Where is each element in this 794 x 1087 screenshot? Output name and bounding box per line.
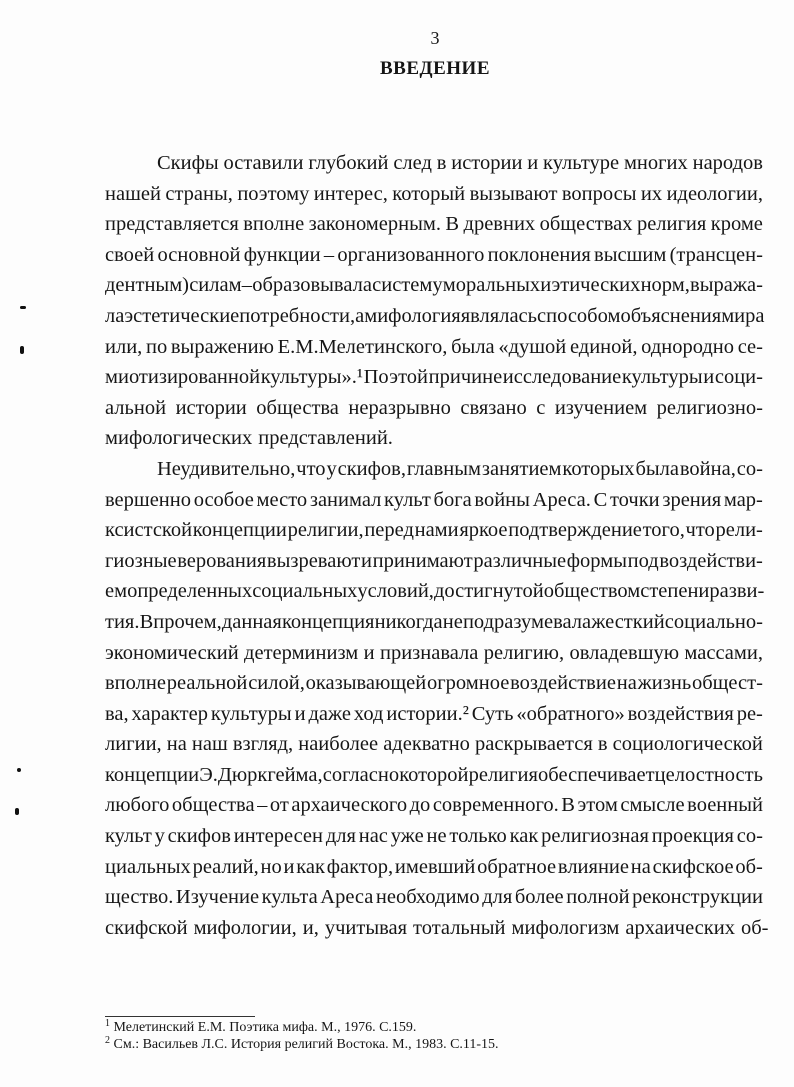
word: и	[360, 549, 372, 572]
word: с	[536, 396, 546, 419]
word: не	[442, 610, 463, 633]
word: как	[509, 825, 539, 848]
word: организованного	[337, 243, 485, 266]
word: нашей	[105, 182, 161, 205]
word: являлась	[460, 304, 537, 327]
word: ва,	[105, 702, 129, 725]
word: культуры».¹	[260, 366, 364, 389]
word: представляется	[105, 213, 239, 236]
word: вершенно	[105, 488, 191, 511]
word: и,	[302, 916, 319, 939]
word: более	[514, 886, 564, 909]
word: вполне	[105, 672, 166, 695]
word: реальной	[166, 672, 248, 695]
word: оказывающей	[305, 672, 427, 695]
word: выражению	[170, 335, 274, 358]
scan-speck-mark	[17, 768, 21, 772]
word: изучением	[554, 396, 648, 419]
word: причине	[428, 366, 503, 389]
word: общества	[256, 396, 339, 419]
scan-speck-mark	[15, 808, 19, 815]
word: занимал	[309, 488, 382, 511]
word: об-	[740, 916, 769, 939]
word: ем	[105, 580, 128, 603]
word: уже	[390, 825, 424, 848]
word: влияние	[557, 855, 630, 878]
word: тия.	[105, 610, 140, 633]
word: истории	[175, 396, 247, 419]
word: и	[540, 274, 552, 297]
word: в	[436, 152, 447, 174]
word: По	[363, 366, 389, 389]
word: имевший	[394, 855, 476, 878]
word: неразрывно	[348, 396, 451, 419]
word: скифское	[652, 855, 734, 878]
word: глубокий	[308, 152, 389, 174]
word: миотизированной	[105, 366, 261, 389]
word: оставили	[223, 152, 304, 174]
word: рели-	[715, 519, 763, 542]
word: главным	[406, 457, 481, 480]
text-line	[105, 393, 763, 424]
text-line	[105, 515, 763, 546]
word: на	[630, 855, 651, 878]
word: циальных	[105, 855, 191, 878]
word: ла	[105, 304, 125, 327]
word: дентным)	[105, 274, 190, 297]
word: занятием	[481, 457, 562, 480]
word: основной	[157, 243, 241, 266]
word: вполне	[243, 213, 305, 236]
word: верования	[177, 549, 267, 572]
footnote	[105, 1019, 765, 1036]
word: яркое	[459, 519, 508, 542]
word: мифологии,	[193, 916, 297, 939]
word: была	[635, 457, 679, 480]
word: этой	[389, 366, 429, 389]
text-line	[105, 485, 763, 516]
text-line	[105, 699, 763, 730]
word: мира	[721, 304, 765, 327]
word: силам	[189, 274, 242, 297]
word: место	[256, 488, 308, 511]
word: социально-	[664, 610, 763, 633]
word: обеспечивает	[538, 763, 655, 786]
word: закономерным.	[308, 213, 441, 236]
word: того,	[642, 519, 685, 542]
word: степени	[640, 580, 710, 603]
word: воздействие	[510, 672, 616, 695]
footnote	[105, 1036, 765, 1053]
word: Неудивительно,	[157, 457, 296, 480]
word: взгляд,	[232, 733, 294, 756]
word: была	[451, 335, 495, 358]
word: социальных	[252, 580, 358, 603]
word: объяснения	[620, 304, 722, 327]
word: В	[561, 794, 575, 817]
word: народов	[692, 152, 763, 174]
word: а	[355, 304, 365, 327]
word: функции	[243, 243, 321, 266]
word: –	[257, 794, 268, 817]
text-line	[105, 546, 763, 577]
text-line	[105, 423, 763, 454]
word: до	[409, 794, 431, 817]
word: образовывала	[252, 274, 372, 297]
word: страны,	[165, 182, 233, 205]
word: Ареса	[320, 886, 374, 909]
word: наиболее	[298, 733, 379, 756]
word: В	[445, 213, 460, 236]
word: этом	[577, 794, 618, 817]
word: потребности,	[239, 304, 356, 327]
word: «обратного»	[516, 702, 625, 725]
word: концепция	[281, 610, 375, 633]
word: силой,	[248, 672, 305, 695]
scan-speck-mark	[20, 346, 24, 354]
word: Впрочем,	[139, 610, 222, 633]
word: зрения	[662, 488, 722, 511]
word: определенных	[127, 580, 253, 603]
text-line	[105, 454, 763, 485]
word: этических	[551, 274, 641, 297]
word: мифология	[364, 304, 461, 327]
word: социологической	[612, 733, 763, 756]
word: –	[323, 243, 335, 266]
word: особое	[193, 488, 254, 511]
word: связано	[460, 396, 527, 419]
word: древних	[463, 213, 536, 236]
word: Суть	[471, 702, 514, 725]
word: проекция	[651, 825, 734, 848]
word: условий,	[357, 580, 434, 603]
word: бога	[433, 488, 472, 511]
word: религию,	[483, 641, 565, 664]
word: военный	[687, 794, 763, 817]
word: поэтому	[237, 182, 310, 205]
word: характер	[131, 702, 208, 725]
word: мар-	[723, 488, 763, 511]
word: жесткий	[591, 610, 665, 633]
word: различные	[473, 549, 567, 572]
word: по	[145, 335, 168, 358]
word: на	[166, 733, 187, 756]
text-line	[105, 790, 763, 821]
word: подтверждение	[508, 519, 642, 542]
word: как	[296, 855, 325, 878]
word: никогда	[374, 610, 443, 633]
text-line	[105, 240, 763, 271]
word: современного.	[432, 794, 559, 817]
word: культуры	[621, 366, 703, 389]
word: гиозные	[105, 549, 177, 572]
word: формы	[566, 549, 627, 572]
word: которых	[562, 457, 635, 480]
word: Скифы	[157, 152, 219, 174]
word: альной	[105, 396, 167, 419]
word: согласно	[322, 763, 400, 786]
word: для	[482, 886, 513, 909]
word: скифов	[167, 825, 231, 848]
word: детерминизм	[244, 641, 359, 664]
word: поклонения	[487, 243, 591, 266]
text-line	[105, 301, 763, 332]
word: религия	[636, 213, 707, 236]
footnotes	[105, 1019, 765, 1053]
word: у	[326, 457, 337, 480]
text-line	[105, 270, 763, 301]
word: истории	[451, 152, 523, 174]
text-line	[105, 576, 763, 607]
word: ход	[353, 702, 384, 725]
body-text	[105, 148, 769, 943]
word: у	[154, 825, 165, 848]
word: ксистской	[105, 519, 193, 542]
text-line	[105, 913, 769, 944]
word: культ	[384, 488, 431, 511]
scan-speck-mark	[20, 306, 26, 309]
word: война,	[679, 457, 736, 480]
word: со-	[736, 457, 763, 480]
footnote-divider	[105, 1016, 255, 1017]
word: общества	[171, 794, 255, 817]
word: (трансцен-	[669, 243, 763, 266]
word: мифологических	[105, 427, 253, 450]
word: –	[241, 274, 253, 297]
text-line	[105, 729, 763, 760]
word: и	[294, 702, 306, 725]
word: полной	[566, 886, 630, 909]
word: массами,	[684, 641, 763, 664]
text-line	[105, 760, 763, 791]
word: моральных	[442, 274, 541, 297]
word: щество.	[105, 886, 174, 909]
word: но	[260, 855, 282, 878]
word: фактор,	[326, 855, 394, 878]
word: Изучение	[175, 886, 260, 909]
word: смысле	[620, 794, 685, 817]
word: Ареса.	[532, 488, 591, 511]
word: даже	[308, 702, 351, 725]
word: под	[627, 549, 659, 572]
word: от	[269, 794, 289, 817]
word: однородно	[641, 335, 735, 358]
word: тотальный	[413, 916, 506, 939]
text-line	[105, 209, 763, 240]
word: мифологизм	[511, 916, 620, 939]
word: раскрывается	[475, 733, 593, 756]
word: об-	[735, 855, 763, 878]
word: норм,	[640, 274, 690, 297]
word: в	[597, 733, 608, 756]
word: и	[527, 152, 539, 174]
word: архаических	[625, 916, 735, 939]
word: лигии,	[105, 733, 162, 756]
word: С	[593, 488, 608, 511]
word: наш	[191, 733, 228, 756]
word: многих	[623, 152, 688, 174]
word: религиозно-	[656, 396, 763, 419]
word: представлений.	[258, 427, 393, 450]
text-line	[105, 332, 763, 363]
page-number: 3	[430, 28, 440, 48]
word: кроме	[710, 213, 763, 236]
word: культа	[261, 886, 318, 909]
word: войны	[474, 488, 530, 511]
word: точки	[609, 488, 660, 511]
word: идеологии,	[666, 182, 763, 205]
word: принимают	[372, 549, 473, 572]
text-line	[105, 148, 763, 179]
word: перед	[364, 519, 414, 542]
word: нами	[414, 519, 459, 542]
word: соци-	[714, 366, 763, 389]
word: исследование	[502, 366, 622, 389]
word: выража-	[690, 274, 763, 297]
section-title: ВВЕДЕНИЕ	[380, 58, 490, 79]
word: «душой	[498, 335, 567, 358]
word: вызывают	[469, 182, 558, 205]
footnote-text: См.: Васильев Л.С. История религий Востока. М., 1983. С.11-15.	[113, 1037, 499, 1052]
word: со-	[736, 825, 763, 848]
word: реконструкции	[632, 886, 763, 909]
word: и	[703, 366, 715, 389]
text-line	[105, 882, 763, 913]
word: своей	[105, 243, 155, 266]
word: религиозная	[541, 825, 649, 848]
footnote-marker: 1	[105, 1018, 110, 1029]
text-line	[105, 362, 763, 393]
word: адекватно	[383, 733, 470, 756]
word: любого	[105, 794, 170, 817]
word: культ	[105, 825, 152, 848]
word: воздействи-	[659, 549, 763, 572]
word: огромное	[427, 672, 510, 695]
word: религия	[468, 763, 538, 786]
word: нас	[358, 825, 388, 848]
word: архаического	[291, 794, 408, 817]
word: жизнь	[637, 672, 692, 695]
word: способом	[537, 304, 621, 327]
word: учитывая	[324, 916, 408, 939]
word: реалий,	[192, 855, 259, 878]
word: признавала	[379, 641, 479, 664]
word: се-	[737, 335, 763, 358]
word: экономический	[105, 641, 239, 664]
word: на	[616, 672, 637, 695]
word: достигнутой	[433, 580, 544, 603]
word: который	[392, 182, 466, 205]
text-line	[105, 821, 763, 852]
word: что	[296, 457, 326, 480]
word: и	[283, 855, 295, 878]
word: скифов,	[337, 457, 406, 480]
footnote-text: Мелетинский Е.М. Поэтика мифа. М., 1976. С.159.	[113, 1020, 417, 1035]
word: обратное	[477, 855, 557, 878]
word: Е.М.Мелетинского,	[277, 335, 448, 358]
word: разви-	[709, 580, 765, 603]
text-line	[105, 607, 763, 638]
word: скифской	[105, 916, 188, 939]
text-line	[105, 852, 763, 883]
word: единой,	[569, 335, 638, 358]
word: общест-	[691, 672, 763, 695]
word: необходимо	[375, 886, 480, 909]
word: данная	[221, 610, 282, 633]
text-line	[105, 668, 763, 699]
word: обществом	[543, 580, 641, 603]
word: след	[393, 152, 432, 174]
word: их	[640, 182, 663, 205]
word: религии,	[287, 519, 364, 542]
footnote-marker: 2	[105, 1035, 110, 1046]
word: или,	[105, 335, 143, 358]
text-line	[105, 179, 763, 210]
word: не	[426, 825, 447, 848]
word: овладевшую	[569, 641, 680, 664]
text-line	[105, 638, 763, 669]
word: для	[325, 825, 356, 848]
word: Э.Дюркгейма,	[199, 763, 323, 786]
word: высшим	[594, 243, 667, 266]
word: и	[363, 641, 375, 664]
word: культуры	[210, 702, 292, 725]
word: концепции	[192, 519, 287, 542]
word: культуре	[543, 152, 620, 174]
word: подразумевала	[462, 610, 592, 633]
word: только	[449, 825, 507, 848]
word: интерес,	[313, 182, 388, 205]
word: обществах	[539, 213, 633, 236]
word: систему	[372, 274, 443, 297]
word: которой	[399, 763, 469, 786]
word: ре-	[736, 702, 763, 725]
word: концепции	[105, 763, 200, 786]
word: вызревают	[266, 549, 361, 572]
word: вопросы	[561, 182, 637, 205]
word: интересен	[233, 825, 323, 848]
word: что	[685, 519, 715, 542]
word: истории.²	[386, 702, 469, 725]
word: воздействия	[627, 702, 734, 725]
word: эстетические	[124, 304, 240, 327]
word: целостность	[654, 763, 763, 786]
